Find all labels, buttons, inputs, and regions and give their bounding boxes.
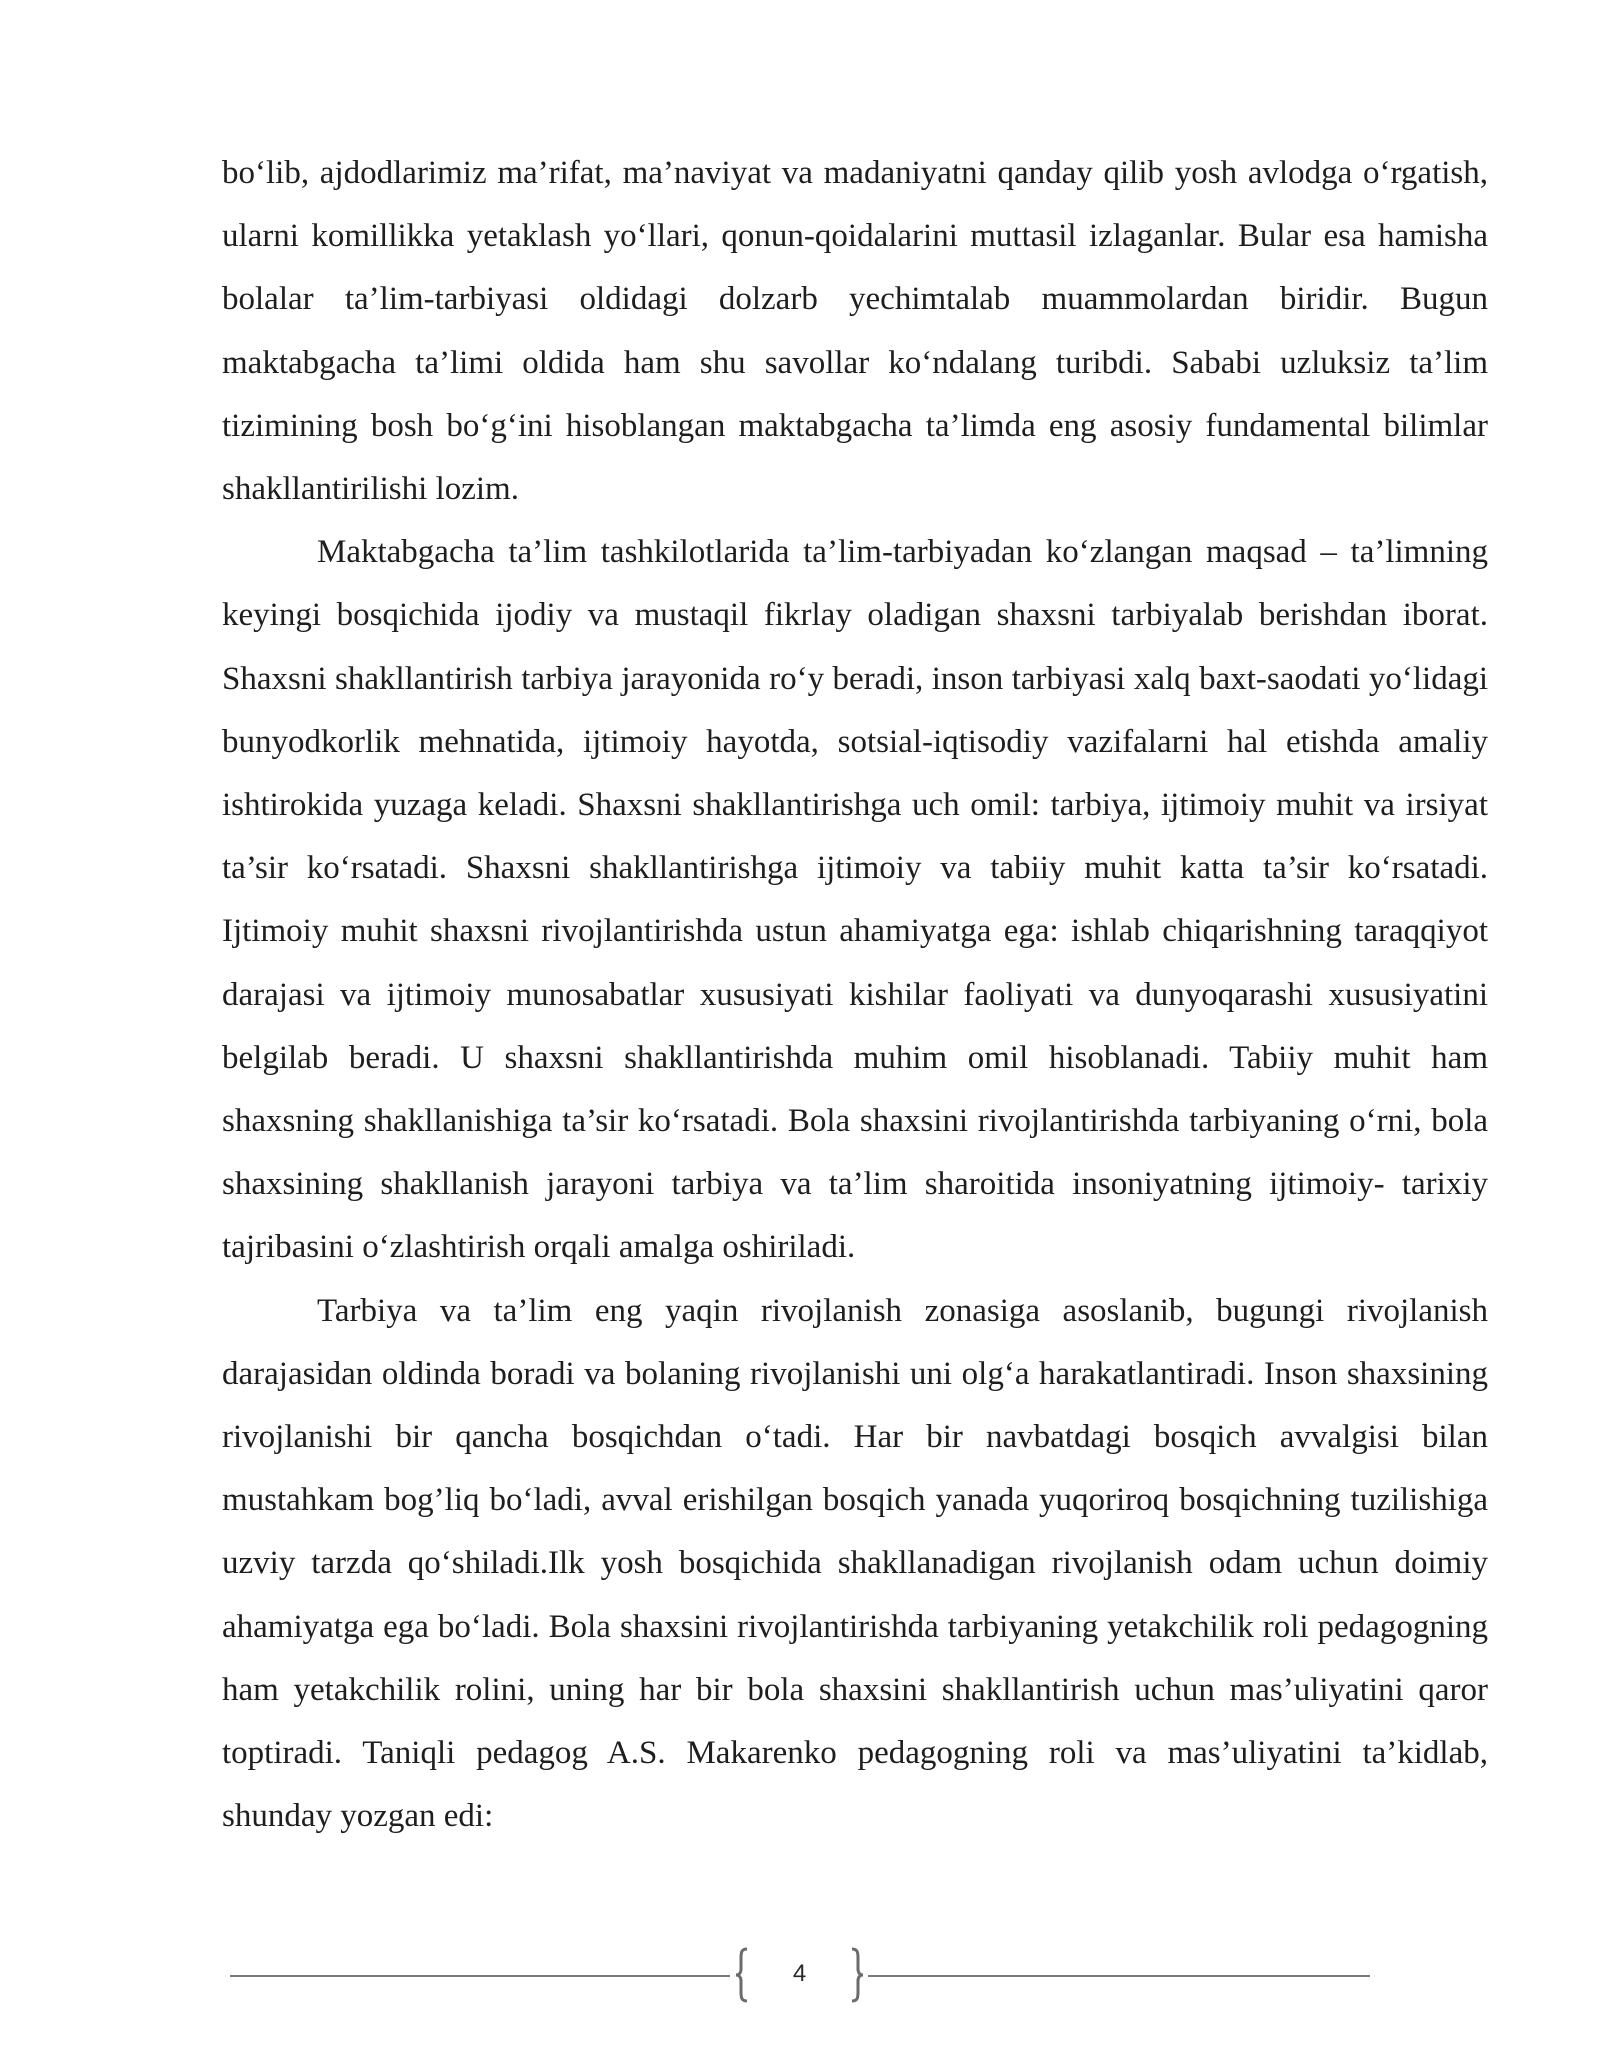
text-line: berishdan iborat. Shaxsni shakllantirish tarbiya jarayonida ro‘y beradi, inson tarbiyasi [222, 597, 1488, 697]
text-line: shaxsining shakllanish jarayoni tarbiya va ta’lim sharoitida insoniyatning ijtimoiy- [222, 1166, 1385, 1203]
text-line: omil: tarbiya, ijtimoiy muhit va irsiyat ta’sir ko‘rsatadi. Shaxsni shakllantirishga [222, 787, 1488, 887]
page-number: 4 [792, 1960, 807, 1987]
text-line: Makarenko pedagogning roli va mas’uliyatini ta’kidlab, shunday yozgan edi: [222, 1735, 1489, 1835]
text-line: munosabatlar xususiyati kishilar faoliyati va dunyoqarashi xususiyatini belgilab beradi. [222, 976, 1488, 1076]
text-line: o‘rgatish, ularni komillikka yetaklash yo‘llari, qonun-qoidalarini muttasil izlaganlar. [222, 155, 1489, 255]
text-line: U shaxsni shakllantirishda muhim omil hisoblanadi. Tabiiy muhit ham shaxsning [222, 1039, 1488, 1140]
text-line: vazifalarni hal etishda amaliy ishtirokida yuzaga keladi. Shaxsni shakllantirishga uch [222, 723, 1488, 824]
text-line: Tarbiya va ta’lim eng yaqin rivojlanish zonasiga asoslanib, bugungi rivojlanish [317, 1292, 1488, 1329]
text-line: rivojlanish odam uchun doimiy ahamiyatga ega bo‘ladi. Bola shaxsini rivojlantirishda [222, 1545, 1489, 1645]
text-line: ijtimoiy va tabiiy muhit katta ta’sir ko‘rsatadi. Ijtimoiy muhit shaxsni rivojlantirishda [222, 850, 1489, 950]
text-line: Bular esa hamisha bolalar ta’lim-tarbiyasi oldidagi dolzarb yechimtalab [222, 218, 1488, 318]
text-line: bo‘lib, ajdodlarimiz ma’rifat, ma’naviyat va madaniyatni qanday qilib yosh avlodga [222, 155, 1353, 191]
text-line: avvalgisi bilan mustahkam bog’liq bo‘ladi, avval erishilgan bosqich yanada yuqoriroq [222, 1419, 1488, 1519]
text-line: turibdi. Sababi uzluksiz ta’lim tizimining bosh bo‘g‘ini hisoblangan maktabgacha [222, 344, 1489, 444]
paragraph-2 [222, 521, 1488, 1279]
footer-rule-right [868, 1975, 1370, 1977]
page-footer [230, 1945, 1370, 2005]
footer-rule-left [230, 1975, 730, 1977]
text-line: shaxsining rivojlanishi bir qancha bosqichdan o‘tadi. Har bir navbatdagi bosqich [222, 1355, 1489, 1456]
text-line: darajasidan oldinda boradi va bolaning rivojlanishi uni olg‘a harakatlantiradi. Inson [222, 1355, 1338, 1392]
text-line: shaxsini shakllantirish uchun mas’uliyatini qaror toptiradi. Taniqli pedagog A.S. [222, 1671, 1489, 1772]
text-line: shakllanishiga ta’sir ko‘rsatadi. Bola shaxsini rivojlantirishda tarbiyaning o‘rni, bola [363, 1103, 1489, 1140]
text-line: tarbiyaning yetakchilik roli pedagogning ham yetakchilik rolini, uning har bir bola [222, 1608, 1488, 1708]
text-line: ta’limning keyingi bosqichida ijodiy va mustaqil fikrlay oladigan shaxsni tarbiyalab [222, 534, 1489, 634]
left-brace-icon [735, 1945, 749, 2005]
text-line: xalq baxt-saodati yo‘lidagi bunyodkorlik mehnatida, ijtimoiy hayotda, sotsial-iqtisodiy [222, 660, 1489, 760]
paragraph-1 [222, 142, 1488, 521]
text-line: tarixiy tajribasini o‘zlashtirish orqali amalga oshiriladi. [222, 1166, 1488, 1266]
paragraph-3 [222, 1280, 1488, 1849]
text-line: Maktabgacha ta’lim tashkilotlarida ta’lim-tarbiyadan ko‘zlangan maqsad – [317, 534, 1337, 571]
body-text [222, 142, 1488, 1848]
text-line: ustun ahamiyatga ega: ishlab chiqarishning taraqqiyot darajasi va ijtimoiy [222, 913, 1489, 1013]
text-line: bosqichning tuzilishiga uzviy tarzda qo‘shiladi.Ilk yosh bosqichida shakllanadigan [222, 1482, 1489, 1582]
text-line: muammolardan biridir. Bugun maktabgacha ta’limi oldida ham shu savollar ko‘ndalang [222, 281, 1489, 381]
right-brace-icon [850, 1945, 864, 2005]
text-line: ta’limda eng asosiy fundamental bilimlar shakllantirilishi lozim. [222, 407, 1488, 508]
